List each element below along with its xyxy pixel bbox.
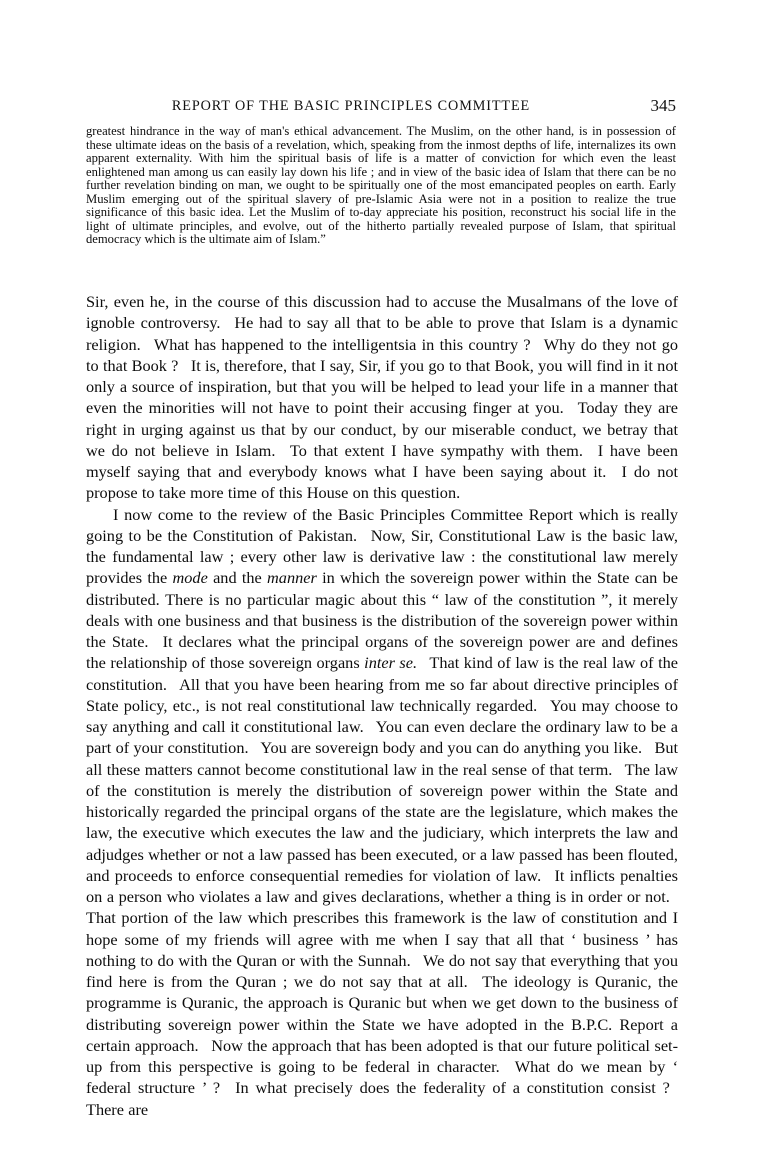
paragraph-i-now-come: [86, 504, 678, 1120]
quoted-extract-text: greatest hindrance in the way of man's ethical advancement. The Muslim, on the other hand, is in possession of these ultimate ideas on the basis of a revelation, which, speaking from the inmost depths of life, internalizes its own apparent externality. With him the spiritual basis of life is a matter of conviction for which even the least enlightened man among us can easily lay down his life ; and in view of the basic idea of Islam that there can be no further revelation binding on man, we ought to be spiritually one of the most emancipated peoples on earth. Early Muslim emerging out of the spiritual slavery of pre-Islamic Asia were not in a position to realize the true significance of this basic idea. Let the Muslim of to-day appreciate his position, reconstruct his social life in the light of ultimate principles, and evolve, out of the hitherto partially revealed purpose of Islam, that spiritual democracy which is the ultimate aim of Islam.”: [86, 124, 676, 247]
paragraph-2-italic-mode: mode: [172, 568, 208, 588]
paragraph-2-part-1: I now come to the review of the Basic Principles Committee Report which is really going to be the Constitution of Pakistan. Now, Sir, Constitutional Law is the basic law, the fundamental law ; every other law is derivative law : the constitutional law merely provides the: [86, 504, 678, 588]
page-number: 345: [650, 96, 676, 115]
paragraph-2-italic-manner: manner: [267, 568, 317, 588]
paragraph-1-text: Sir, even he, in the course of this discussion had to accuse the Musalmans of the love of ignoble controversy. He had to say all that to be able to prove that Islam is a dynamic religion. What has happened to the intelligentsia in this country ? Why do they not go to that Book ? It is, therefore, that I say, Sir, if you go to that Book, you will find in it not only a source of inspiration, but that you will be helped to lead your life in a manner that even the minorities will not have to point their accusing finger at you. Today they are right in urging against us that by our conduct, by our miserable conduct, we betray that we do not believe in Islam. To that extent I have sympathy with them. I have been myself saying that and everybody knows what I have been saying about it. I do not propose to take more time of this House on this question.: [86, 292, 678, 503]
running-head: [86, 98, 676, 118]
paragraph-sir-even-he: [86, 291, 678, 504]
running-head-title: REPORT OF THE BASIC PRINCIPLES COMMITTEE: [171, 98, 531, 114]
body-text: [86, 291, 678, 1120]
paragraph-2-italic-inter-se: inter se.: [364, 653, 418, 673]
paragraph-2-part-2: and the: [207, 568, 268, 588]
quoted-extract: [86, 125, 676, 247]
paragraph-2-part-3: in which the sovereign power within the State can be distributed. There is no particular magic about this “ law of the constitution ”, it merely deals with one business and that business is the distribution of the sovereign power within the State. It declares what the principal organs of the sovereign power are and defines the relationship of those sovereign organs: [86, 568, 678, 673]
paragraph-2-part-4: That kind of law is the real law of the constitution. All that you have been hearing from me so far about directive principles of State policy, etc., is not real constitutional law technically regarded. You may choose to say anything and call it constitutional law. You can even declare the ordinary law to be a part of your constitution. You are sovereign body and you can do anything you like. But all these matters cannot become constitutional law in the real sense of that term. The law of the constitution is merely the distribution of sovereign power within the State and historically regarded the principal organs of the state are the legislature, which makes the law, the executive which executes the law and the judiciary, which interprets the law and adjudges whether or not a law passed has been executed, or a law passed has been flouted, and proceeds to enforce consequential remedies for violation of law. It inflicts penalties on a person who violates a law and gives declarations, whether a thing is in order or not. That portion of the law which prescribes this framework is the law of constitution and I hope some of my friends will agree with me when I say that all that ‘ business ’ has nothing to do with the Quran or with the Sunnah. We do not say that everything that you find here is from the Quran ; we do not say that at all. The ideology is Quranic, the programme is Quranic, the approach is Quranic but when we get down to the business of distributing sovereign power within the State we have adopted in the B.P.C. Report a certain approach. Now the approach that has been adopted is that our future political set-up from this perspective is going to be federal in character. What do we mean by ‘ federal structure ’ ? In what precisely does the federality of a constitution consist ? There are: [86, 653, 679, 1119]
